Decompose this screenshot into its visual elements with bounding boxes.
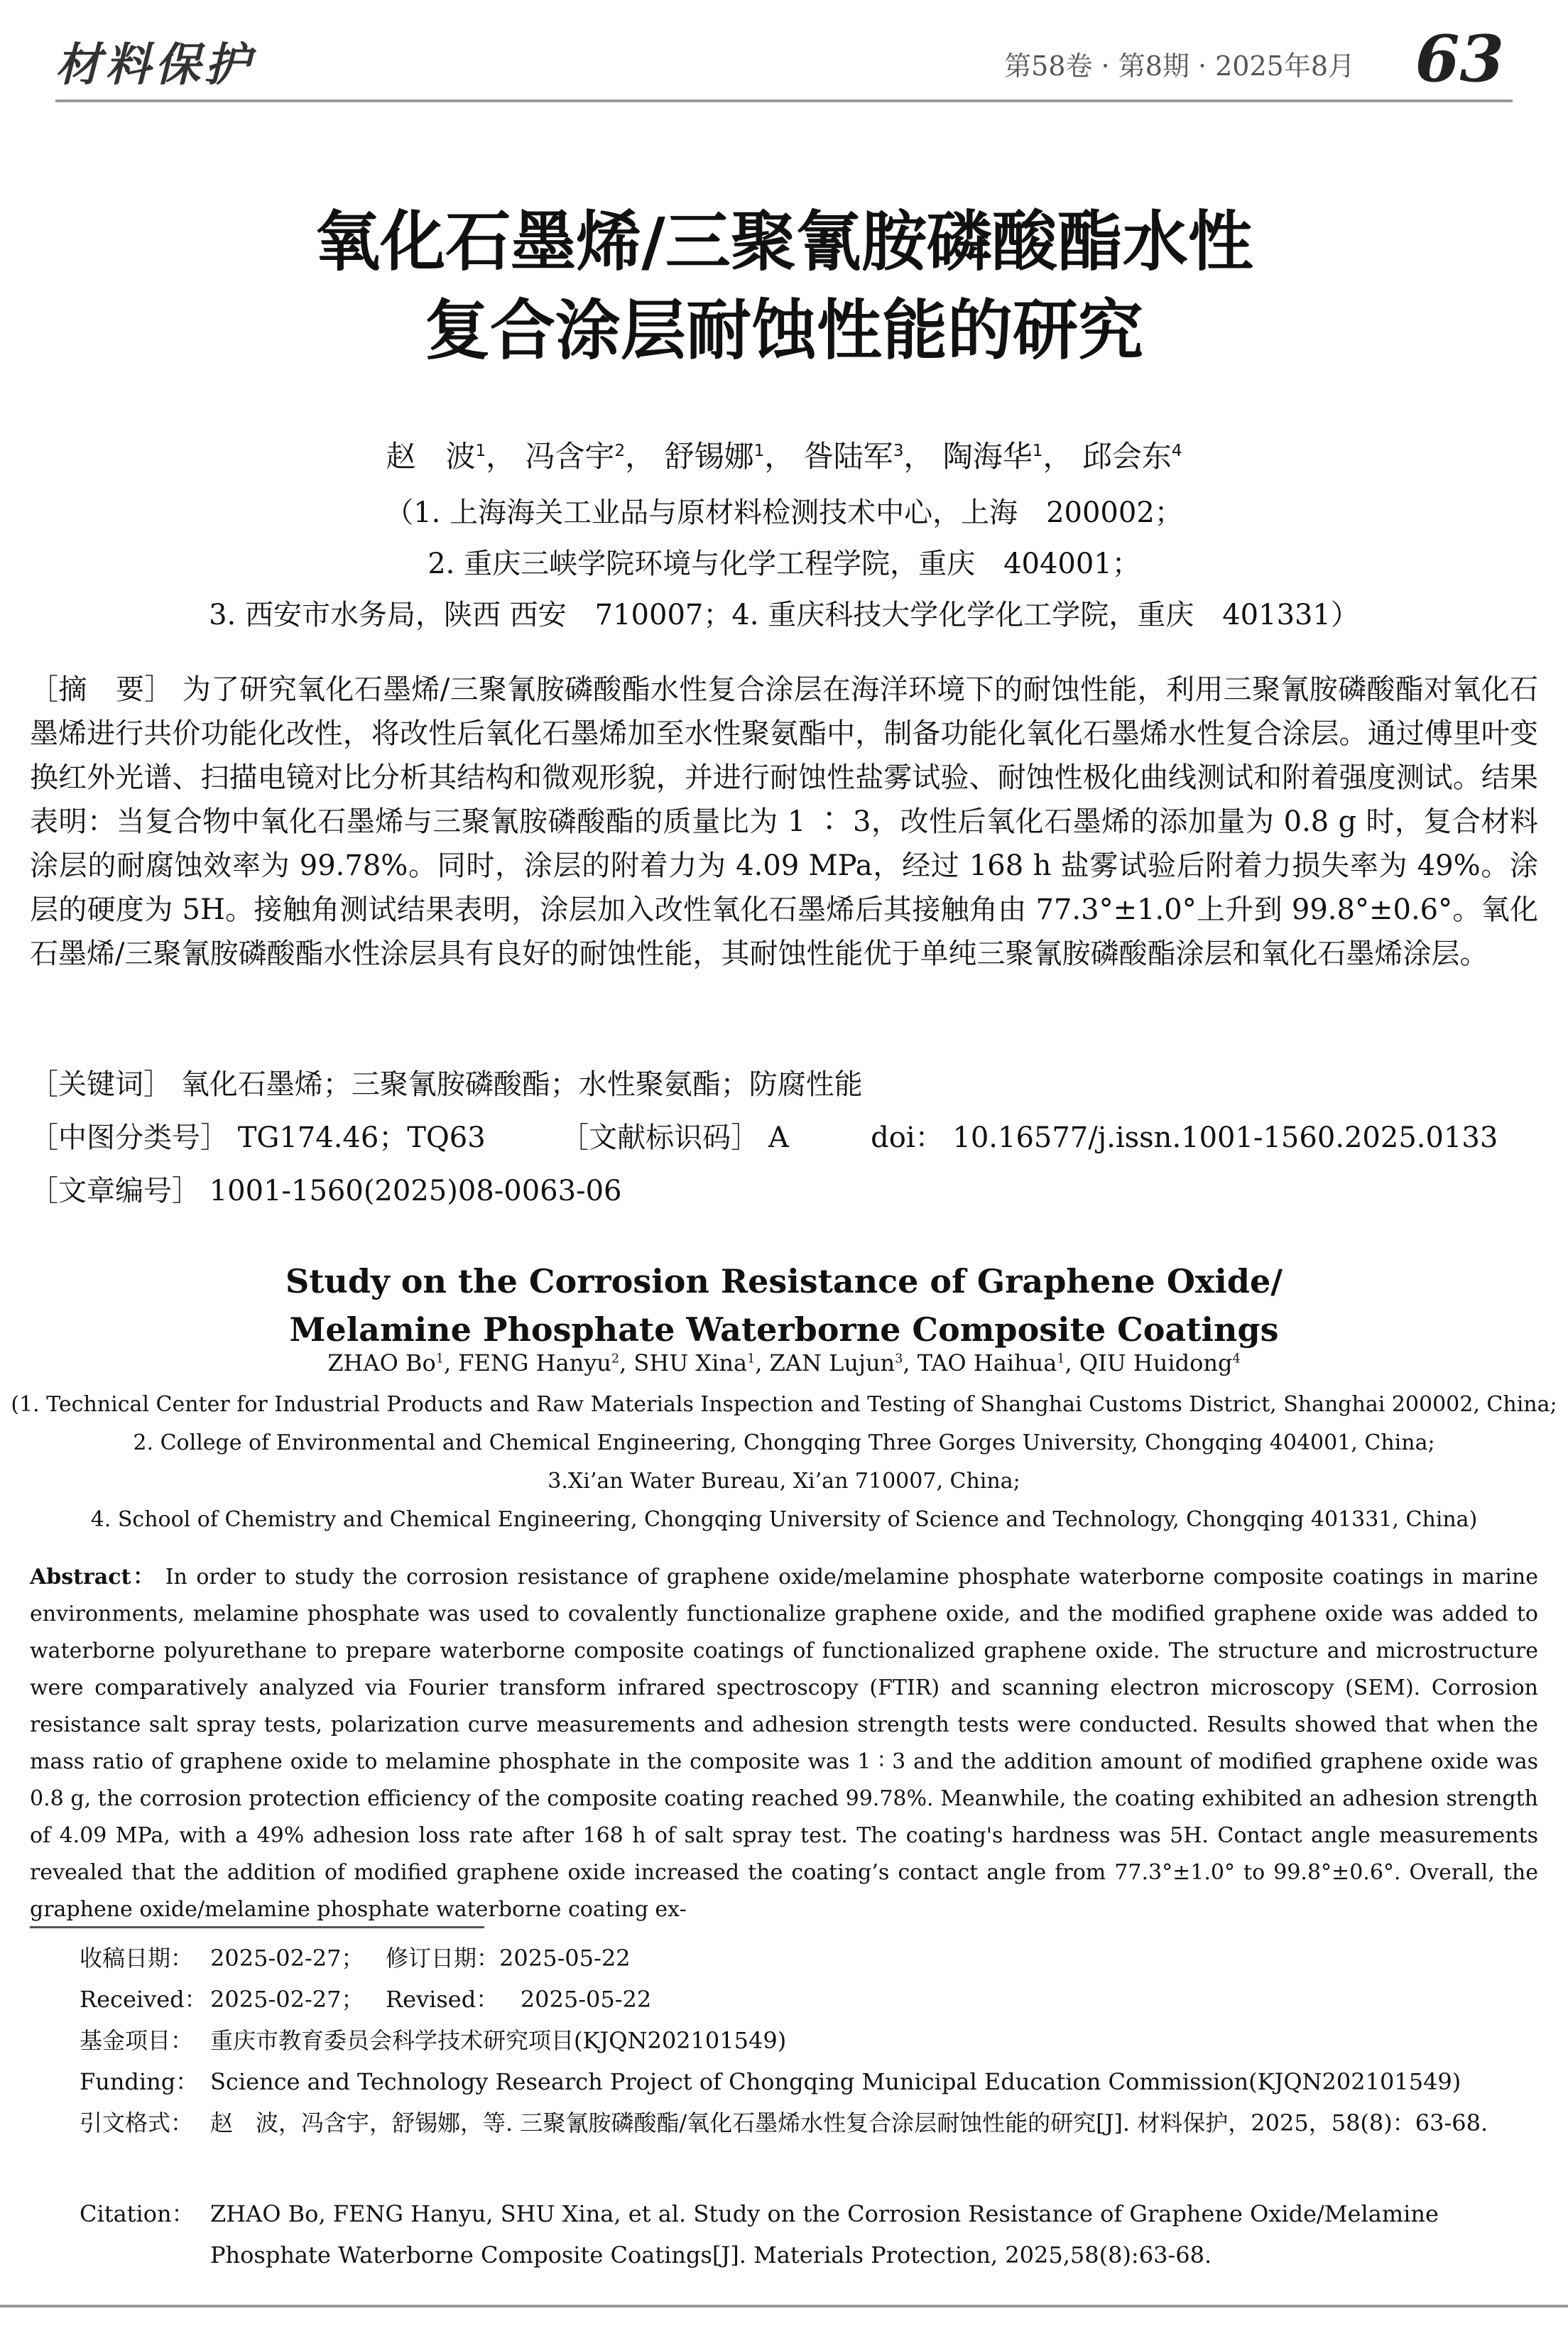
affiliation-en-4: 4. School of Chemistry and Chemical Engineering, Chongqing University of Science and Technology, Chongqing 401331, China) xyxy=(90,1507,1478,1532)
footnote-funding-cn: 基金项目： 重庆市教育委员会科学技术研究项目(KJQN202101549) xyxy=(80,2027,787,2054)
author-cn: 冯含宇 xyxy=(525,439,615,474)
classification-line xyxy=(30,1115,1498,1156)
doc-code-value: A xyxy=(768,1121,789,1154)
footnote-rule xyxy=(30,1926,484,1928)
author-en: FENG Hanyu xyxy=(458,1349,611,1376)
footer-rule xyxy=(0,2305,1568,2308)
title-en-line2: Melamine Phosphate Waterborne Composite Coatings xyxy=(289,1310,1279,1349)
article-number-label: ［文章编号］ xyxy=(30,1175,200,1207)
title-cn-line1: 氧化石墨烯/三聚氰胺磷酸酯水性 xyxy=(315,203,1253,280)
author-en: SHU Xina xyxy=(633,1349,748,1376)
affiliation-en-1: (1. Technical Center for Industrial Products and Raw Materials Inspection and Testing of Shanghai Customs District, Shanghai 200002, China; xyxy=(11,1392,1557,1417)
journal-name: 材料保护 xyxy=(55,38,254,92)
title-en-line1: Study on the Corrosion Resistance of Graphene Oxide/ xyxy=(285,1262,1283,1300)
author-en: ZAN Lujun xyxy=(769,1349,895,1376)
doi-value: 10.16577/j.issn.1001-1560.2025.0133 xyxy=(952,1121,1498,1154)
clc-value: TG174.46；TQ63 xyxy=(237,1121,486,1154)
author-cn: 赵 波 xyxy=(386,439,476,474)
footnote-funding-en: Funding： Science and Technology Research Project of Chongqing Municipal Education Commission(KJQN202101549) xyxy=(80,2068,1461,2095)
authors-cn: 赵 波$^1$， 冯含宇$^2$， 舒锡娜$^1$， 昝陆军$^3$， 陶海华$^1$， 邱会东$^4$ xyxy=(386,439,1182,474)
footnote-received-cn: 收稿日期： 2025-02-27； 修订日期：2025-05-22 xyxy=(80,1945,631,1972)
keywords-cn xyxy=(30,1062,863,1102)
footnote-citation-en: Citation： ZHAO Bo, FENG Hanyu, SHU Xina, et al. Study on the Corrosion Resistance of Graphene Oxide/Melamine Phosphate Waterborne Composite Coatings[J]. Materials Protection, 2025,58(8):63-68. xyxy=(80,2200,1439,2268)
affiliation-en-2: 2. College of Environmental and Chemical Engineering, Chongqing Three Gorges University, Chongqing 404001, China; xyxy=(133,1430,1435,1455)
article-number-value: 1001-1560(2025)08-0063-06 xyxy=(209,1175,622,1207)
author-cn: 陶海华 xyxy=(942,439,1033,474)
affiliation-cn-3: 3. 西安市水务局，陕西 西安 710007；4. 重庆科技大学化学化工学院，重庆 401331） xyxy=(209,599,1359,631)
page-number: 63 xyxy=(1415,21,1504,97)
affiliation-cn-1: （1. 上海海关工业品与原材料检测技术中心，上海 200002； xyxy=(385,496,1183,529)
doi-label: doi： xyxy=(871,1121,944,1154)
doc-code-label: ［文献标识码］ xyxy=(560,1121,760,1154)
issue-info: 第58卷 · 第8期 · 2025年8月 xyxy=(1004,50,1355,82)
article-number xyxy=(30,1168,621,1209)
footnote-citation-cn: 引文格式： 赵 波，冯含宇，舒锡娜，等. 三聚氰胺磷酸酯/氧化石墨烯水性复合涂层耐蚀性能的研究[J]. 材料保护，2025，58(8)：63-68. xyxy=(80,2109,1488,2136)
abstract-en-label: Abstract： xyxy=(30,1565,157,1590)
author-en: ZHAO Bo xyxy=(327,1349,436,1376)
author-cn: 昝陆军 xyxy=(803,439,893,474)
affiliation-en-3: 3.Xi’an Water Bureau, Xi’an 710007, China; xyxy=(548,1469,1020,1494)
author-en: TAO Haihua xyxy=(917,1349,1057,1376)
authors-en: ZHAO Bo$^1$, FENG Hanyu$^2$, SHU Xina$^1$, ZAN Lujun$^3$, TAO Haihua$^1$, QIU Huidong$^4$ xyxy=(327,1349,1241,1376)
abstract-en-text: In order to study the corrosion resistance of graphene oxide/melamine phosphate waterborne composite coatings in marine environments, melamine phosphate was used to covalently functionalize graphene oxide, and the modified graphene oxide was added to waterborne polyurethane to prepare waterborne composite coatings of functionalized graphene oxide. The structure and microstructure were comparatively analyzed via Fourier transform infrared spectroscopy (FTIR) and scanning electron microscopy (SEM). Corrosion resistance salt spray tests, polarization curve measurements and adhesion strength tests were conducted. Results showed that when the mass ratio of graphene oxide to melamine phosphate in the composite was 1 ∶ 3 and the addition amount of modified graphene oxide was 0.8 g, the corrosion protection efficiency of the composite coating reached 99.78%. Meanwhile, the coating exhibited an adhesion strength of 4.09 MPa, with a 49% adhesion loss rate after 168 h of salt spray test. The coating's hardness was 5H. Contact angle measurements revealed that the addition of modified graphene oxide increased the coating’s contact angle from 77.3°±1.0° to 99.8°±0.6°. Overall, the graphene oxide/melamine phosphate waterborne coating ex- xyxy=(30,1565,1538,1922)
abstract-en xyxy=(30,1559,1538,1928)
author-cn: 舒锡娜 xyxy=(664,439,754,474)
abstract-cn-text: 为了研究氧化石墨烯/三聚氰胺磷酸酯水性复合涂层在海洋环境下的耐蚀性能，利用三聚氰胺磷酸酯对氧化石墨烯进行共价功能化改性，将改性后氧化石墨烯加至水性聚氨酯中，制备功能化氧化石墨烯水性复合涂层。通过傅里叶变换红外光谱、扫描电镜对比分析其结构和微观形貌，并进行耐蚀性盐雾试验、耐蚀性极化曲线测试和附着强度测试。结果表明：当复合物中氧化石墨烯与三聚氰胺磷酸酯的质量比为 1 ∶ 3，改性后氧化石墨烯的添加量为 0.8 g 时，复合材料涂层的耐腐蚀效率为 99.78%。同时，涂层的附着力为 4.09 MPa，经过 168 h 盐雾试验后附着力损失率为 49%。涂层的硬度为 5H。接触角测试结果表明，涂层加入改性氧化石墨烯后其接触角由 77.3°±1.0°上升到 99.8°±0.6°。氧化石墨烯/三聚氰胺磷酸酯水性涂层具有良好的耐蚀性能，其耐蚀性能优于单纯三聚氰胺磷酸酯涂层和氧化石墨烯涂层。 xyxy=(30,673,1539,970)
author-cn: 邱会东 xyxy=(1082,439,1172,474)
keywords-cn-text: 氧化石墨烯；三聚氰胺磷酸酯；水性聚氨酯；防腐性能 xyxy=(180,1068,863,1101)
abstract-cn xyxy=(30,668,1538,976)
affiliation-cn-2: 2. 重庆三峡学院环境与化学工程学院，重庆 404001； xyxy=(428,548,1140,580)
clc-label: ［中图分类号］ xyxy=(30,1121,229,1154)
footnote-received-en: Received： 2025-02-27； Revised： 2025-05-22 xyxy=(80,1986,652,2013)
keywords-cn-label: ［关键词］ xyxy=(30,1068,172,1101)
author-en: QIU Huidong xyxy=(1079,1349,1233,1376)
abstract-cn-label: ［摘 要］ xyxy=(30,673,173,706)
title-cn-line2: 复合涂层耐蚀性能的研究 xyxy=(424,292,1143,369)
header-rule xyxy=(55,99,1513,102)
